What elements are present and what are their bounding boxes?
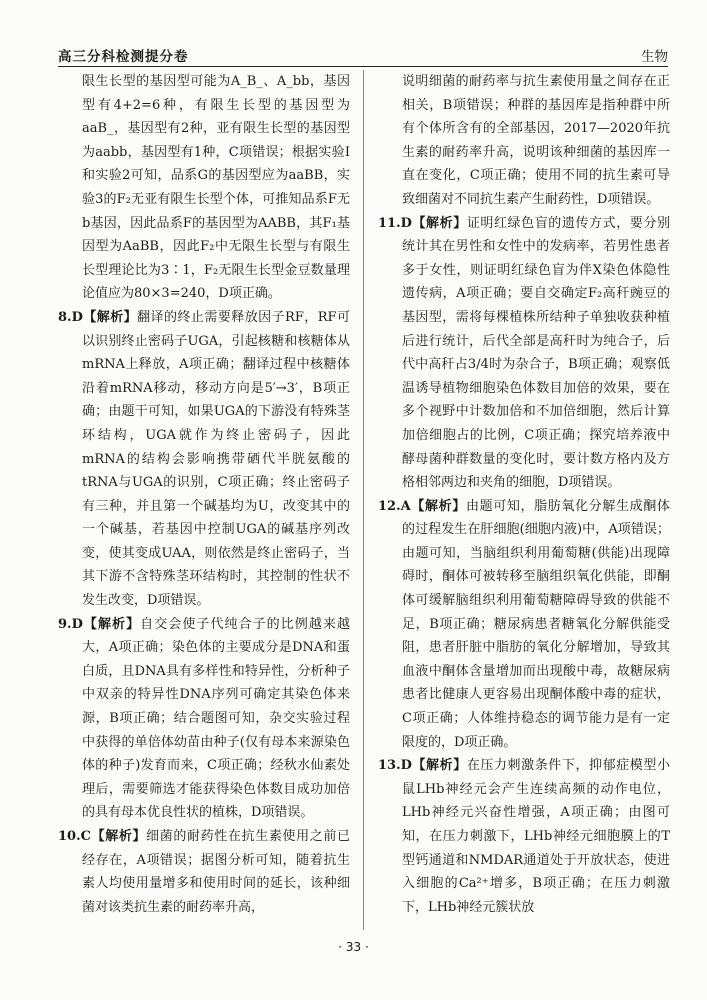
- subject-label: 生物: [641, 49, 668, 65]
- q7-continuation: [58, 70, 350, 306]
- answer-q13: [378, 754, 670, 919]
- q10-continuation: [378, 70, 670, 212]
- q10-cont-text: 说明细菌的耐药率与抗生素使用量之间存在正相关，B项错误；种群的基因库是指种群中所有个体所含有的全部基因，2017—2020年抗生素的耐药率升高，说明该种细菌的基因库一直在变化，C项正确；使用不同的抗生素可导致细菌对不同抗生素产生耐药性，D项错误。: [402, 74, 670, 207]
- answer-q11: [378, 212, 670, 495]
- q13-number: 13.D: [378, 758, 412, 774]
- column-divider: [363, 70, 364, 930]
- right-column: [378, 70, 670, 919]
- q10-text: 细菌的耐药性在抗生素使用之前已经存在，A项错误；据图分析可知，随着抗生素人均使用量增多和使用时间的延长，该种细菌对该类抗生素的耐药率升高，: [82, 829, 350, 915]
- q9-text: 自交会使子代纯合子的比例越来越大，A项正确；染色体的主要成分是DNA和蛋白质，且DNA具有多样性和特异性，分析种子中双亲的特异性DNA序列可确定其染色体来源，B项正确；结合题图可知，杂交实验过程中获得的单倍体幼苗由种子(仅有母本来源染色体的种子)发育而来，C项正确；经秋水仙素处理后，需要筛选才能获得染色体数目成功加倍的具有母本优良性状的植株，D项错误。: [82, 616, 350, 821]
- answer-q10: [58, 825, 350, 919]
- q10-tag: 【解析】: [90, 829, 147, 844]
- page-number: · 33 ·: [338, 940, 369, 954]
- q11-tag: 【解析】: [411, 215, 467, 231]
- answer-q9: [58, 613, 350, 825]
- q12-tag: 【解析】: [410, 498, 466, 514]
- q12-number: 12.A: [378, 498, 411, 514]
- q13-text: 在压力刺激条件下，抑郁症模型小鼠LHb神经元会产生连续高频的动作电位，LHb神经元兴奋性增强，A项正确；由图可知，在压力刺激下，LHb神经元细胞膜上的T型钙通道和NMDAR通道处于开放状态，使进入细胞的Ca²⁺增多，B项正确；在压力刺激下，LHb神经元簇状放: [402, 758, 670, 915]
- answer-q12: [378, 495, 670, 755]
- q11-number: 11.D: [378, 215, 412, 231]
- answer-q8: [58, 306, 350, 613]
- left-column: [58, 70, 350, 919]
- q12-text: 由题可知，脂肪氧化分解生成酮体的过程发生在肝细胞(细胞内液)中，A项错误；由题可知，当脑组织利用葡萄糖(供能)出现障碍时，酮体可被转移至脑组织氧化供能，即酮体可缓解脑组织利用葡萄糖障碍导致的供能不足，B项正确；糖尿病患者糖氧化分解供能受阻，患者肝脏中脂肪的氧化分解增加，导致其血液中酮体含量增加而出现酸中毒，故糖尿病患者比健康人更容易出现酮体酸中毒的症状，C项正确；人体维持稳态的调节能力是有一定限度的，D项正确。: [402, 498, 670, 750]
- q13-tag: 【解析】: [411, 758, 467, 774]
- q8-number: 8.D: [58, 309, 83, 325]
- book-title: 高三分科检测提分卷: [58, 49, 189, 65]
- q11-text: 证明红绿色盲的遗传方式，要分别统计其在男性和女性中的发病率，若男性患者多于女性，则证明红绿色盲为伴X染色体隐性遗传病，A项正确；要自交确定F₂高秆豌豆的基因型，需将每棵植株所结种子单独收获种植后进行统计，后代全部是高秆时为纯合子，后代中高秆占3/4时为杂合子，B项正确；观察低温诱导植物细胞染色体数目加倍的效果，要在多个视野中计数加倍和不加倍细胞，然后计算加倍细胞占的比例，C项正确；探究培养液中酵母菌种群数量的变化时，要计数方格内及方格相邻两边和夹角的细胞，D项错误。: [402, 215, 670, 491]
- q7-cont-text: 限生长型的基因型可能为A_B_、A_bb，基因型有4+2=6种，有限生长型的基因型为aaB_，基因型有2种，亚有限生长型的基因型为aabb，基因型有1种，C项错误；根据实验Ⅰ和实验2可知，品系G的基因型应为aaBB，实验3的F₂无亚有限生长型个体，可推知品系F无b基因，因此品系F的基因型为AABB，其F₁基因型为AaBB，因此F₂中无限生长型与有限生长型理论比为3∶1，F₂无限生长型金豆数量理论值应为80×3=240，D项正确。: [82, 74, 350, 302]
- q8-text: 翻译的终止需要释放因子RF，RF可以识别终止密码子UGA，引起核糖和核糖体从mRNA上释放，A项正确；翻译过程中核糖体沿着mRNA移动，移动方向是5′→3′，B项正确；由题干可知，如果UGA的下游没有特殊茎环结构，UGA就作为终止密码子，因此mRNA的结构会影响携带硒代半胱氨酸的tRNA与UGA的识别，C项正确；终止密码子有三种，并且第一个碱基均为U，改变其中的一个碱基，若基因中控制UGA的碱基序列改变，使其变成UAA，则依然是终止密码子，当其下游不含特殊茎环结构时，其控制的性状不发生改变，D项错误。: [82, 309, 350, 609]
- page-header: [58, 40, 668, 67]
- q9-tag: 【解析】: [82, 616, 141, 632]
- q9-number: 9.D: [58, 616, 83, 632]
- q8-tag: 【解析】: [82, 309, 138, 325]
- q10-number: 10.C: [58, 829, 91, 844]
